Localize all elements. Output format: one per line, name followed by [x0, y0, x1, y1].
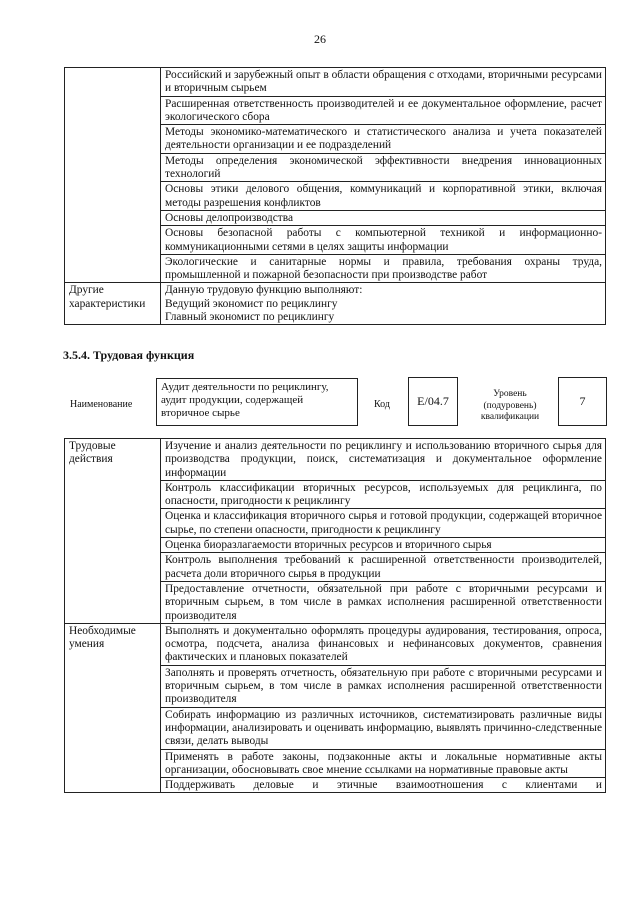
knowledge-table — [64, 67, 606, 325]
knowledge-item: Экологические и санитарные нормы и правила, требования охраны труда, промышленной и пожарной безопасности при производстве работ — [161, 254, 606, 283]
knowledge-item: Расширенная ответственность производителей и ее документальное оформление, расчет экологического сбора — [161, 96, 606, 125]
function-name-box: Аудит деятельности по рециклингу, аудит продукции, содержащей вторичное сырье — [156, 378, 358, 426]
knowledge-item: Основы безопасной работы с компьютерной техникой и информационно-коммуникационными сетями в целях защиты информации — [161, 226, 606, 255]
skill-item: Поддерживать деловые и этичные взаимоотношения с клиентами и — [161, 778, 606, 793]
code-label: Код — [374, 399, 390, 410]
knowledge-item: Основы этики делового общения, коммуникаций и корпоративной этики, включая методы разрешения конфликтов — [161, 182, 606, 211]
action-item: Предоставление отчетности, обязательной при работе с вторичными ресурсами и вторичным сырьем, в том числе в рамках исполнения расширенной ответственности производителя — [161, 581, 606, 623]
skills-label: Необходимые умения — [65, 623, 161, 793]
knowledge-item: Российский и зарубежный опыт в области обращения с отходами, вторичными ресурсами и вторичным сырьем — [161, 68, 606, 97]
skill-item: Применять в работе законы, подзаконные акты и локальные нормативные акты организации, обосновывать свое мнение ссылками на нормативные правовые акты — [161, 749, 606, 778]
knowledge-item: Методы экономико-математического и статистического анализа и учета показателей деятельности организации и ее подразделений — [161, 125, 606, 154]
other-item: Данную трудовую функцию выполняют: — [165, 284, 363, 297]
action-item: Оценка биоразлагаемости вторичных ресурсов и вторичного сырья — [161, 538, 606, 553]
knowledge-item: Основы делопроизводства — [161, 210, 606, 225]
action-item: Контроль классификации вторичных ресурсов, используемых для рециклинга, по опасности, пригодности к рециклингу — [161, 480, 606, 509]
other-item: Главный экономист по рециклингу — [165, 311, 335, 324]
actions-label: Трудовые действия — [65, 439, 161, 624]
level-box: 7 — [558, 377, 607, 426]
skill-item: Выполнять и документально оформлять процедуры аудирования, тестирования, опроса, осмотра, подсчета, анализа финансовых и нефинансовых документов, сравнения фактических и плановых показателей — [161, 623, 606, 665]
table-row — [65, 68, 606, 97]
other-characteristics-label: Другие характеристики — [65, 283, 161, 325]
name-label: Наименование — [70, 399, 133, 410]
action-item: Изучение и анализ деятельности по рециклингу и использованию вторичного сырья для производства продукции, поиск, систематизация и документальное оформление информации — [161, 439, 606, 481]
code-box: E/04.7 — [408, 377, 458, 426]
table-row — [65, 283, 606, 325]
section-title: 3.5.4. Трудовая функция — [63, 348, 195, 362]
skill-item: Заполнять и проверять отчетность, обязательную при работе с вторичными ресурсами и вторичным сырьем, в том числе в рамках исполнения расширенной ответственности производителя — [161, 665, 606, 707]
other-item: Ведущий экономист по рециклингу — [165, 297, 338, 310]
action-item: Оценка и классификация вторичного сырья и готовой продукции, содержащей вторичное сырье, по степени опасности, пригодности к рециклингу — [161, 509, 606, 538]
page-number: 26 — [314, 32, 326, 46]
table-row — [65, 439, 606, 481]
action-item: Контроль выполнения требований к расширенной ответственности производителей, расчета доли вторичного сырья в продукции — [161, 553, 606, 582]
knowledge-item: Методы определения экономической эффективности внедрения инновационных технологий — [161, 153, 606, 182]
table-row — [65, 623, 606, 665]
level-label: Уровень (подуровень) квалификации — [480, 389, 540, 422]
skill-item: Собирать информацию из различных источников, систематизировать различные виды информации, анализировать и оценивать информацию, выявлять причинно-следственные связи, делать выводы — [161, 707, 606, 749]
other-characteristics-cell — [161, 283, 606, 325]
labor-actions-table — [64, 438, 606, 793]
label-cell — [65, 68, 161, 283]
